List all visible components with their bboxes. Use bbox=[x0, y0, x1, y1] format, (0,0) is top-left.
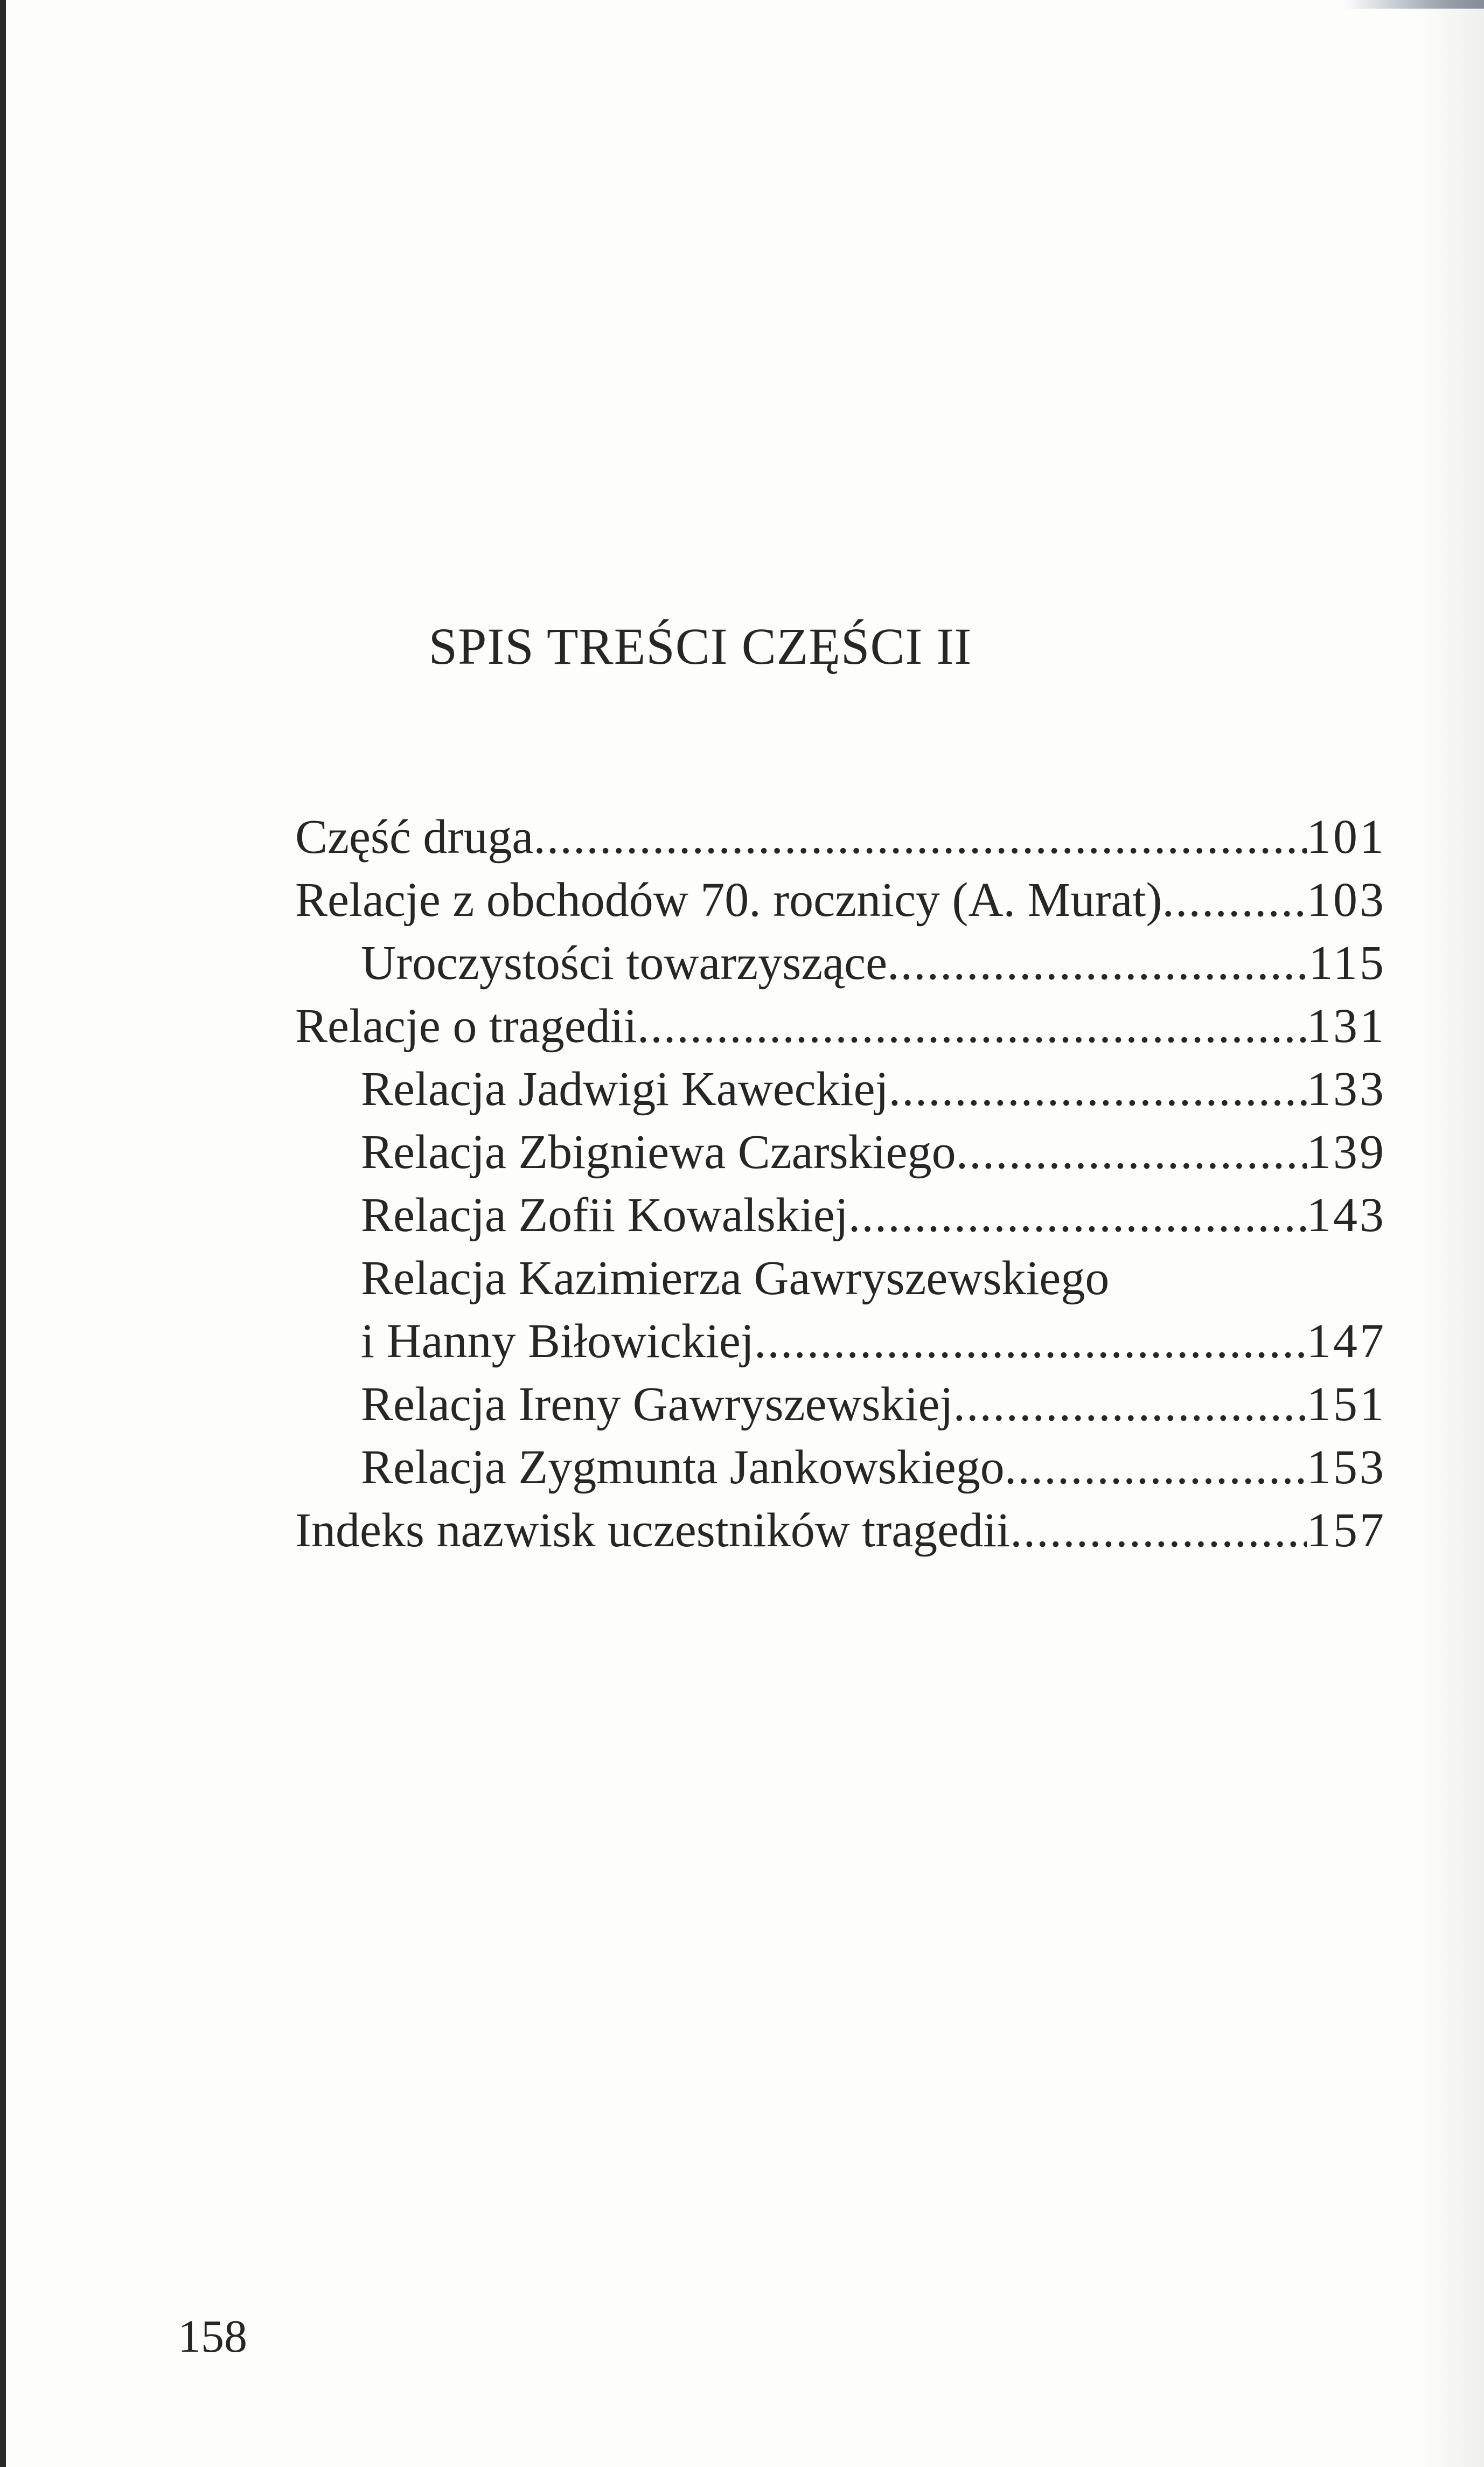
toc-entry bbox=[295, 1499, 1386, 1562]
page-title: SPIS TREŚCI CZĘŚCI II bbox=[428, 617, 972, 675]
toc-entry bbox=[295, 1058, 1386, 1121]
dot-leader bbox=[1005, 1436, 1307, 1499]
toc-entry bbox=[295, 1373, 1386, 1436]
toc-entry-title: Część druga bbox=[295, 810, 534, 864]
dot-leader bbox=[953, 1373, 1307, 1436]
toc-entry-page: 103 bbox=[1307, 873, 1386, 927]
dot-leader bbox=[637, 995, 1307, 1058]
toc-entry-page: 139 bbox=[1307, 1125, 1386, 1179]
toc-entry bbox=[295, 805, 1386, 868]
toc-entry bbox=[295, 868, 1386, 932]
dot-leader bbox=[848, 1184, 1307, 1247]
toc-entry-title: Indeks nazwisk uczestników tragedii bbox=[295, 1504, 1011, 1557]
dot-leader bbox=[887, 932, 1308, 995]
page-number: 158 bbox=[178, 2310, 247, 2362]
dot-leader bbox=[1010, 1499, 1307, 1562]
toc-entry-title: Relacja Zofii Kowalskiej bbox=[361, 1189, 848, 1242]
toc-entry-page: 147 bbox=[1307, 1315, 1386, 1368]
toc-entry bbox=[295, 1247, 1386, 1310]
dot-leader bbox=[1162, 868, 1307, 932]
dot-leader bbox=[533, 805, 1307, 868]
binding-edge bbox=[0, 0, 6, 2467]
dot-leader bbox=[956, 1121, 1307, 1184]
toc-entry bbox=[295, 995, 1386, 1058]
toc-entry-page: 153 bbox=[1307, 1441, 1386, 1494]
toc-entry bbox=[295, 1184, 1386, 1247]
toc-entry-page: 143 bbox=[1307, 1189, 1386, 1242]
toc-entry-title: Relacja Ireny Gawryszewskiej bbox=[361, 1378, 953, 1431]
toc-entry-title: Relacje z obchodów 70. rocznicy (A. Murat) bbox=[295, 873, 1162, 927]
toc-entry bbox=[295, 1310, 1386, 1373]
toc-entry-title: Uroczystości towarzyszące bbox=[361, 936, 888, 990]
page-shade bbox=[1419, 0, 1484, 2467]
toc-entry-page: 101 bbox=[1307, 810, 1386, 864]
dot-leader bbox=[754, 1310, 1307, 1373]
toc-entry-title: Relacje o tragedii bbox=[295, 999, 637, 1053]
toc-entry bbox=[295, 1436, 1386, 1499]
toc-entry-title: Relacja Zbigniewa Czarskiego bbox=[361, 1125, 956, 1179]
toc-entry bbox=[295, 932, 1386, 995]
toc-entry-page: 133 bbox=[1307, 1062, 1386, 1116]
toc-entry-page: 115 bbox=[1308, 936, 1386, 990]
toc-entry-title: Relacja Zygmunta Jankowskiego bbox=[361, 1441, 1005, 1494]
dot-leader bbox=[889, 1058, 1307, 1121]
toc-entry-page: 131 bbox=[1307, 999, 1386, 1053]
toc-entry-page: 151 bbox=[1307, 1378, 1386, 1431]
toc-entry-page: 157 bbox=[1307, 1504, 1386, 1557]
toc-entry bbox=[295, 1121, 1386, 1184]
toc-entry-title: i Hanny Biłowickiej bbox=[361, 1315, 754, 1368]
toc-entry-title: Relacja Kazimierza Gawryszewskiego bbox=[361, 1252, 1110, 1305]
table-of-contents bbox=[295, 805, 1386, 1562]
toc-entry-title: Relacja Jadwigi Kaweckiej bbox=[361, 1062, 889, 1116]
